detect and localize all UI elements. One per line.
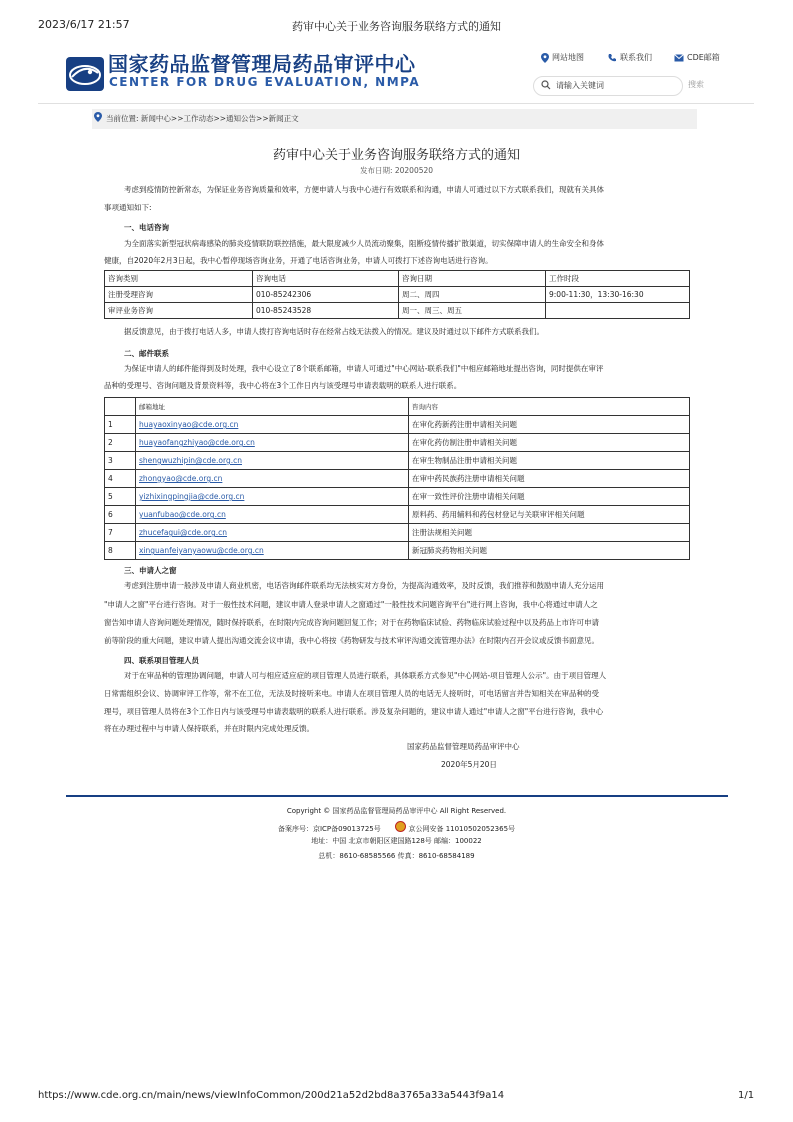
- row-number: 5: [105, 488, 136, 506]
- police-badge-icon: [395, 821, 406, 832]
- email-link[interactable]: yizhixingpingjia@cde.org.cn: [139, 492, 245, 501]
- row-number: 1: [105, 416, 136, 434]
- section-4-heading: 四、联系项目管理人员: [124, 656, 199, 665]
- table-cell: 原料药、药用辅料和药包材登记与关联审评相关问题: [409, 506, 690, 524]
- section-3-para-1: 考虑到注册申请一般涉及申请人商业机密，电话咨询邮件联系均无法核实对方身份，为提高沟通效率，及时反馈，我们推荐和鼓励申请人充分运用: [124, 581, 604, 590]
- email-link[interactable]: zhucefagui@cde.org.cn: [139, 528, 227, 537]
- section-4-para-2: 日常需组织会议、协调审评工作等，常不在工位，无法及时接听来电。申请人在项目管理人员的电话无人接听时，可电话留言并告知相关在审品种的受: [104, 689, 599, 698]
- search-icon: [541, 80, 551, 90]
- row-number: 2: [105, 434, 136, 452]
- email-link[interactable]: zhongyao@cde.org.cn: [139, 474, 223, 483]
- contact-label: 联系我们: [620, 53, 652, 62]
- intro-line-2: 事项通知如下:: [104, 203, 152, 212]
- phone-icon: [608, 53, 617, 62]
- table-row: [105, 452, 690, 470]
- signature: 国家药品监督管理局药品审评中心: [407, 742, 520, 751]
- sitemap-link[interactable]: [541, 52, 584, 63]
- table-row: [105, 434, 690, 452]
- table-row: [105, 287, 690, 303]
- table-header-cell: [105, 398, 136, 416]
- section-1-para-2: 健康，自2020年2月3日起，我中心暂停现场咨询业务，开通了电话咨询业务，申请人可拨打下述咨询电话进行咨询。: [104, 256, 493, 265]
- contact-link[interactable]: [608, 52, 652, 63]
- search-input[interactable]: [556, 78, 676, 92]
- section-4-para-4: 将在办理过程中与申请人保持联系，并在时限内完成处理反馈。: [104, 724, 314, 733]
- breadcrumb[interactable]: 当前位置: 新闻中心>>工作动态>>通知公告>>新闻正文: [106, 114, 299, 123]
- table-cell: 9:00-11:30，13:30-16:30: [546, 287, 690, 303]
- row-number: 3: [105, 452, 136, 470]
- table-header-cell: 咨询日期: [399, 271, 546, 287]
- section-2-para-2: 品种的受理号、咨询问题及背景资料等，我中心将在3个工作日内与该受理号申请表载明的联系人进行联系。: [104, 381, 462, 390]
- section-1-para-3: 据反馈意见，由于拨打电话人多，申请人拨打咨询电话时存在经常占线无法拨入的情况。建议及时通过以下邮件方式联系我们。: [124, 327, 544, 336]
- table-row: [105, 416, 690, 434]
- table-row: [105, 542, 690, 560]
- search-button[interactable]: 搜索: [688, 80, 704, 89]
- table-cell: 010-85243528: [253, 303, 399, 319]
- email-link[interactable]: xinguanfeiyanyaowu@cde.org.cn: [139, 546, 264, 555]
- signature-date: 2020年5月20日: [441, 760, 497, 769]
- table-cell: 在审生物制品注册申请相关问题: [409, 452, 690, 470]
- table-row: [105, 524, 690, 542]
- table-header-row: [105, 398, 690, 416]
- cde-mail-label: CDE邮箱: [687, 53, 720, 62]
- email-link[interactable]: shengwuzhipin@cde.org.cn: [139, 456, 242, 465]
- row-number: 4: [105, 470, 136, 488]
- print-page-number: 1/1: [738, 1090, 755, 1101]
- table-header-cell: 邮箱地址: [136, 398, 409, 416]
- section-2-para-1: 为保证申请人的邮件能得到及时处理，我中心设立了8个联系邮箱，申请人可通过"中心网站-联系我们"中相应邮箱地址提出咨询，同时提供在审评: [124, 364, 604, 373]
- table-header-cell: 咨询内容: [409, 398, 690, 416]
- location-pin-icon: [541, 53, 549, 63]
- print-datetime: 2023/6/17 21:57: [38, 18, 130, 31]
- email-link[interactable]: huayaoxinyao@cde.org.cn: [139, 420, 239, 429]
- location-pin-icon: [94, 112, 102, 122]
- phone-table: [104, 270, 690, 319]
- table-cell: 周二、周四: [399, 287, 546, 303]
- section-1-heading: 一、电话咨询: [124, 223, 169, 232]
- row-number: 7: [105, 524, 136, 542]
- table-row: [105, 488, 690, 506]
- section-2-heading: 二、邮件联系: [124, 349, 169, 358]
- footer-address: 地址：中国 北京市朝阳区建国路128号 邮编：100022: [311, 837, 482, 845]
- section-3-para-2: "申请人之窗"平台进行咨询。对于一般性技术问题，建议申请人登录申请人之窗通过"一般性技术问题咨询平台"进行网上咨询，我中心将通过申请人之: [104, 600, 598, 609]
- icp-link[interactable]: 备案序号：京ICP备09013725号: [277, 825, 381, 833]
- table-row: [105, 470, 690, 488]
- section-3-heading: 三、申请人之窗: [124, 566, 177, 575]
- table-header-cell: 工作时段: [546, 271, 690, 287]
- footer-phone: 总机：8610-68585566 传真：8610-68584189: [318, 852, 475, 860]
- email-link[interactable]: yuanfubao@cde.org.cn: [139, 510, 226, 519]
- row-number: 6: [105, 506, 136, 524]
- table-header-row: [105, 271, 690, 287]
- section-4-para-1: 对于在审品种的管理协调问题，申请人可与相应适应症的项目管理人员进行联系，具体联系方式参见"中心网站-项目管理人公示"。由于项目管理人: [124, 671, 607, 680]
- print-url: https://www.cde.org.cn/main/news/viewInfoCommon/200d21a52d2bd8a3765a33a5443f9a14: [38, 1090, 505, 1101]
- table-cell: [546, 303, 690, 319]
- sitemap-label: 网站地图: [552, 53, 584, 62]
- table-cell: 010-85242306: [253, 287, 399, 303]
- section-3-para-3: 窗告知申请人咨询问题处理情况，随时保持联系，在时限内完成咨询问题回复工作；对于在药物临床试验、药物临床试验过程中以及药品上市许可申请: [104, 618, 599, 627]
- table-cell: 新冠肺炎药物相关问题: [409, 542, 690, 560]
- table-cell: 在审中药民族药注册申请相关问题: [409, 470, 690, 488]
- copyright: Copyright © 国家药品监督管理局药品审评中心 All Right Reserved.: [286, 807, 507, 815]
- intro-line-1: 考虑到疫情防控新常态，为保证业务咨询质量和效率，方便申请人与我中心进行有效联系和沟通，申请人可通过以下方式联系我们，现就有关具体: [124, 185, 604, 194]
- table-cell: 注册受理咨询: [105, 287, 253, 303]
- article-title: 药审中心关于业务咨询服务联络方式的通知: [272, 148, 520, 163]
- site-name-en: CENTER FOR DRUG EVALUATION, NMPA: [109, 75, 421, 89]
- header-divider: [38, 103, 754, 104]
- table-cell: 在审一致性评价注册申请相关问题: [409, 488, 690, 506]
- footer-divider: [66, 795, 728, 797]
- table-cell: 审评业务咨询: [105, 303, 253, 319]
- publish-date: 发布日期: 20200520: [359, 166, 434, 175]
- registration-line: [0, 821, 793, 834]
- police-record-link[interactable]: 京公网安备 11010502052365号: [408, 825, 516, 833]
- email-link[interactable]: huayaofangzhiyao@cde.org.cn: [139, 438, 255, 447]
- row-number: 8: [105, 542, 136, 560]
- site-name-cn: 国家药品监督管理局药品审评中心: [108, 52, 416, 76]
- table-header-cell: 咨询类别: [105, 271, 253, 287]
- table-cell: 注册法规相关问题: [409, 524, 690, 542]
- print-page-title: 药审中心关于业务咨询服务联络方式的通知: [292, 20, 501, 33]
- section-3-para-4: 前等阶段的重大问题，建议申请人提出沟通交流会议申请，我中心将按《药物研发与技术审评沟通交流管理办法》在时限内召开会议或反馈书面意见。: [104, 636, 599, 645]
- cde-mail-link[interactable]: [674, 52, 720, 63]
- mail-table: [104, 397, 690, 560]
- mail-icon: [674, 54, 684, 62]
- section-1-para-1: 为全面落实新型冠状病毒感染的肺炎疫情联防联控措施，最大限度减少人员流动聚集，阻断疫情传播扩散渠道，切实保障申请人的生命安全和身体: [124, 239, 604, 248]
- table-row: [105, 303, 690, 319]
- section-4-para-3: 理号，项目管理人员将在3个工作日内与该受理号申请表载明的联系人进行联系。涉及复杂问题的，建议申请人通过"申请人之窗"平台进行咨询，我中心: [104, 707, 604, 716]
- table-row: [105, 506, 690, 524]
- table-header-cell: 咨询电话: [253, 271, 399, 287]
- cde-logo[interactable]: [66, 57, 104, 91]
- table-cell: 周一、周三、周五: [399, 303, 546, 319]
- table-cell: 在审化药仿制注册申请相关问题: [409, 434, 690, 452]
- table-cell: 在审化药新药注册申请相关问题: [409, 416, 690, 434]
